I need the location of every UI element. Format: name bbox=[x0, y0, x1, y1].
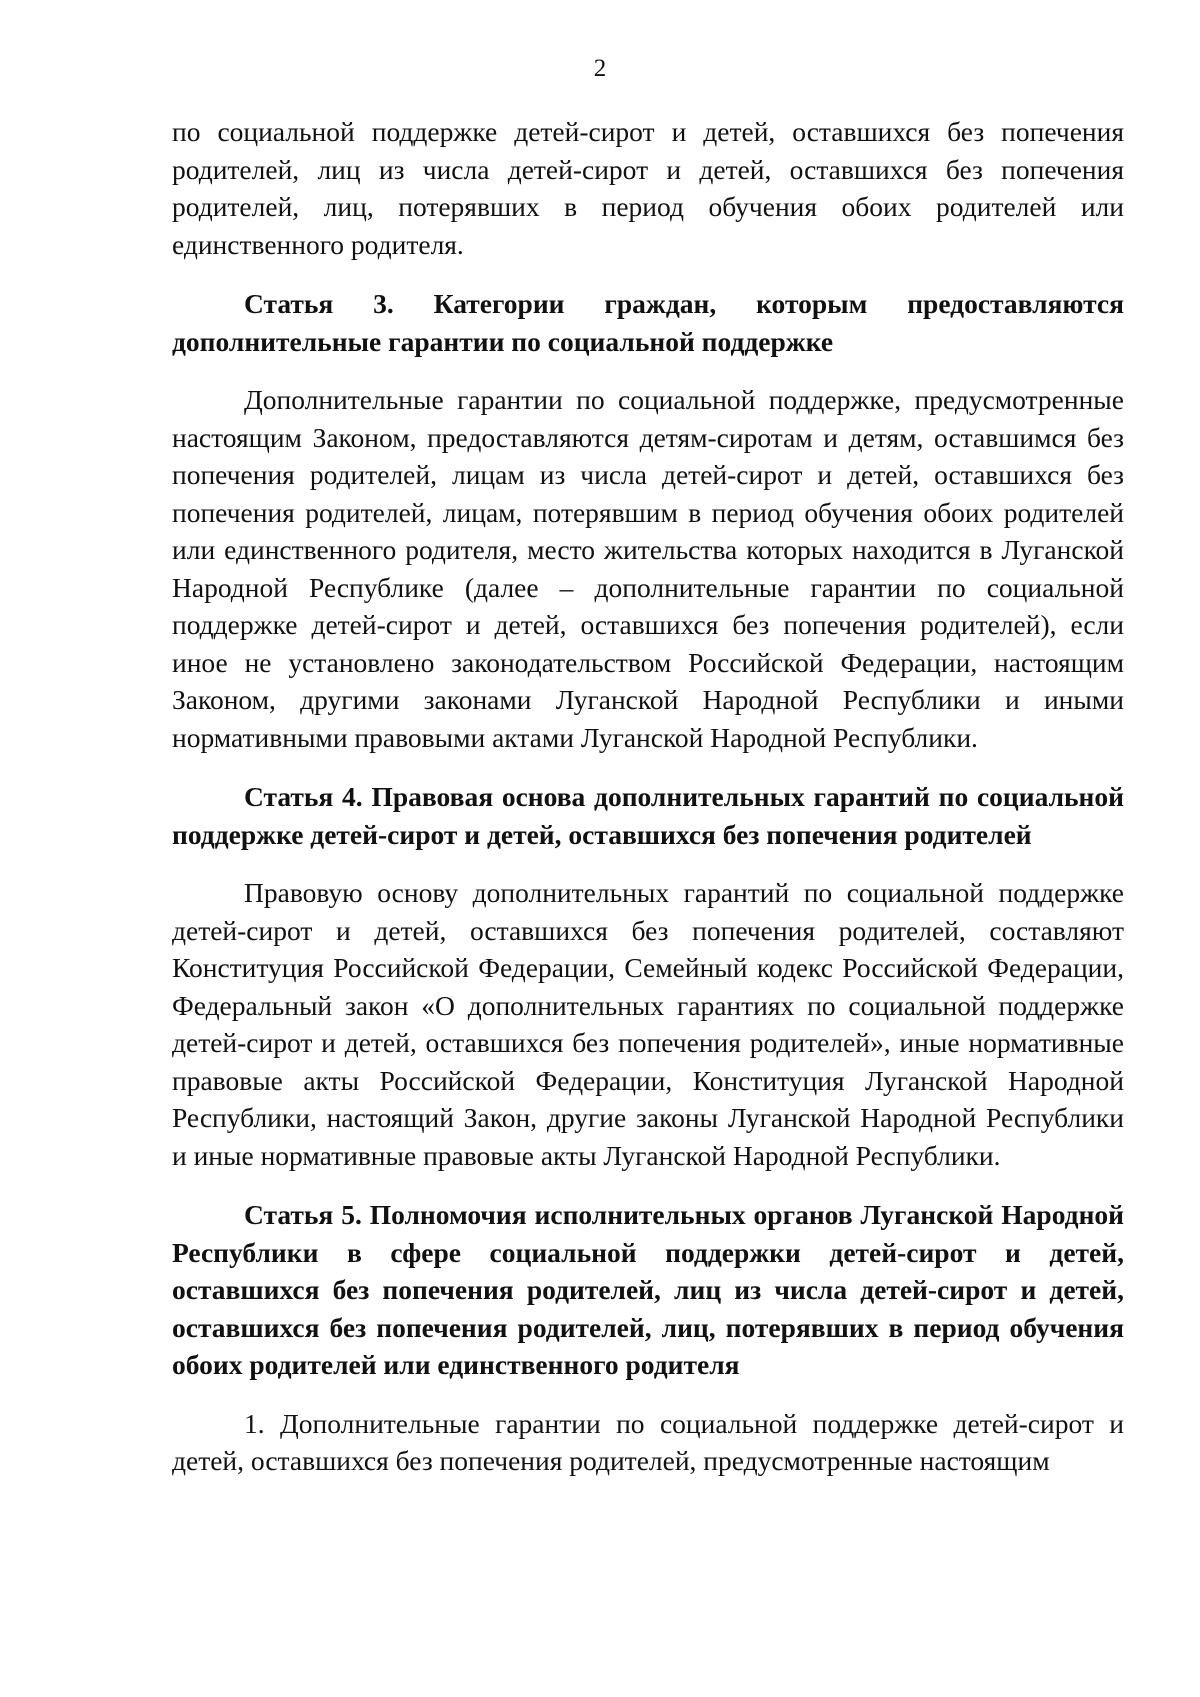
article-number: Статья 3. bbox=[244, 288, 394, 319]
article-heading bbox=[172, 1196, 1124, 1384]
body-paragraph: 1. Дополнительные гарантии по социальной поддержке детей-сирот и детей, оставшихся без попечения родителей, предусмотренные настоящим bbox=[172, 1407, 1124, 1476]
article-number: Статья 4. bbox=[244, 781, 363, 812]
article-title: Категории граждан, которым предоставляются дополнительные гарантии по социальной поддержке bbox=[172, 288, 1125, 357]
article-heading bbox=[172, 778, 1124, 853]
article-title: Правовая основа дополнительных гарантий по социальной поддержке детей-сирот и детей, оставшихся без попечения родителей bbox=[172, 781, 1125, 850]
article-title: Полномочия исполнительных органов Луганской Народной Республики в сфере социальной поддержки детей-сирот и детей, оставшихся без попечения родителей, лиц из числа детей-сирот и детей, оставшихся без попечения родителей, лиц, потерявших в период обучения обоих родителей или единственного родителя bbox=[172, 1199, 1125, 1380]
article-number: Статья 5. bbox=[244, 1199, 362, 1230]
document-body bbox=[172, 113, 1124, 1480]
body-paragraph: Дополнительные гарантии по социальной поддержке, предусмотренные настоящим Законом, предоставляются детям-сиротам и детям, оставшимся без попечения родителей, лицам из числа детей-сирот и детей, оставшихся без попечения родителей, лицам, потерявшим в период обучения обоих родителей или единственного родителя, место жительства которых находится в Луганской Народной Республике (далее – дополнительные гарантии по социальной поддержке детей-сирот и детей, оставшихся без попечения родителей), если иное не установлено законодательством Российской Федерации, настоящим Законом, другими законами Луганской Народной Республики и иными нормативными правовыми актами Луганской Народной Республики. bbox=[172, 384, 1124, 753]
body-paragraph: Правовую основу дополнительных гарантий по социальной поддержке детей-сирот и детей, оставшихся без попечения родителей, составляют Конституция Российской Федерации, Семейный кодекс Российской Федерации, Федеральный закон «О дополнительных гарантиях по социальной поддержке детей-сирот и детей, оставшихся без попечения родителей», иные нормативные правовые акты Российской Федерации, Конституция Луганской Народной Республики, настоящий Закон, другие законы Луганской Народной Республики и иные нормативные правовые акты Луганской Народной Республики. bbox=[172, 877, 1124, 1171]
page-number: 2 bbox=[593, 55, 607, 82]
article-heading bbox=[172, 285, 1124, 360]
body-paragraph: по социальной поддержке детей-сирот и детей, оставшихся без попечения родителей, лиц из числа детей-сирот и детей, оставшихся без попечения родителей, лиц, потерявших в период обучения обоих родителей или единственного родителя. bbox=[172, 116, 1124, 260]
